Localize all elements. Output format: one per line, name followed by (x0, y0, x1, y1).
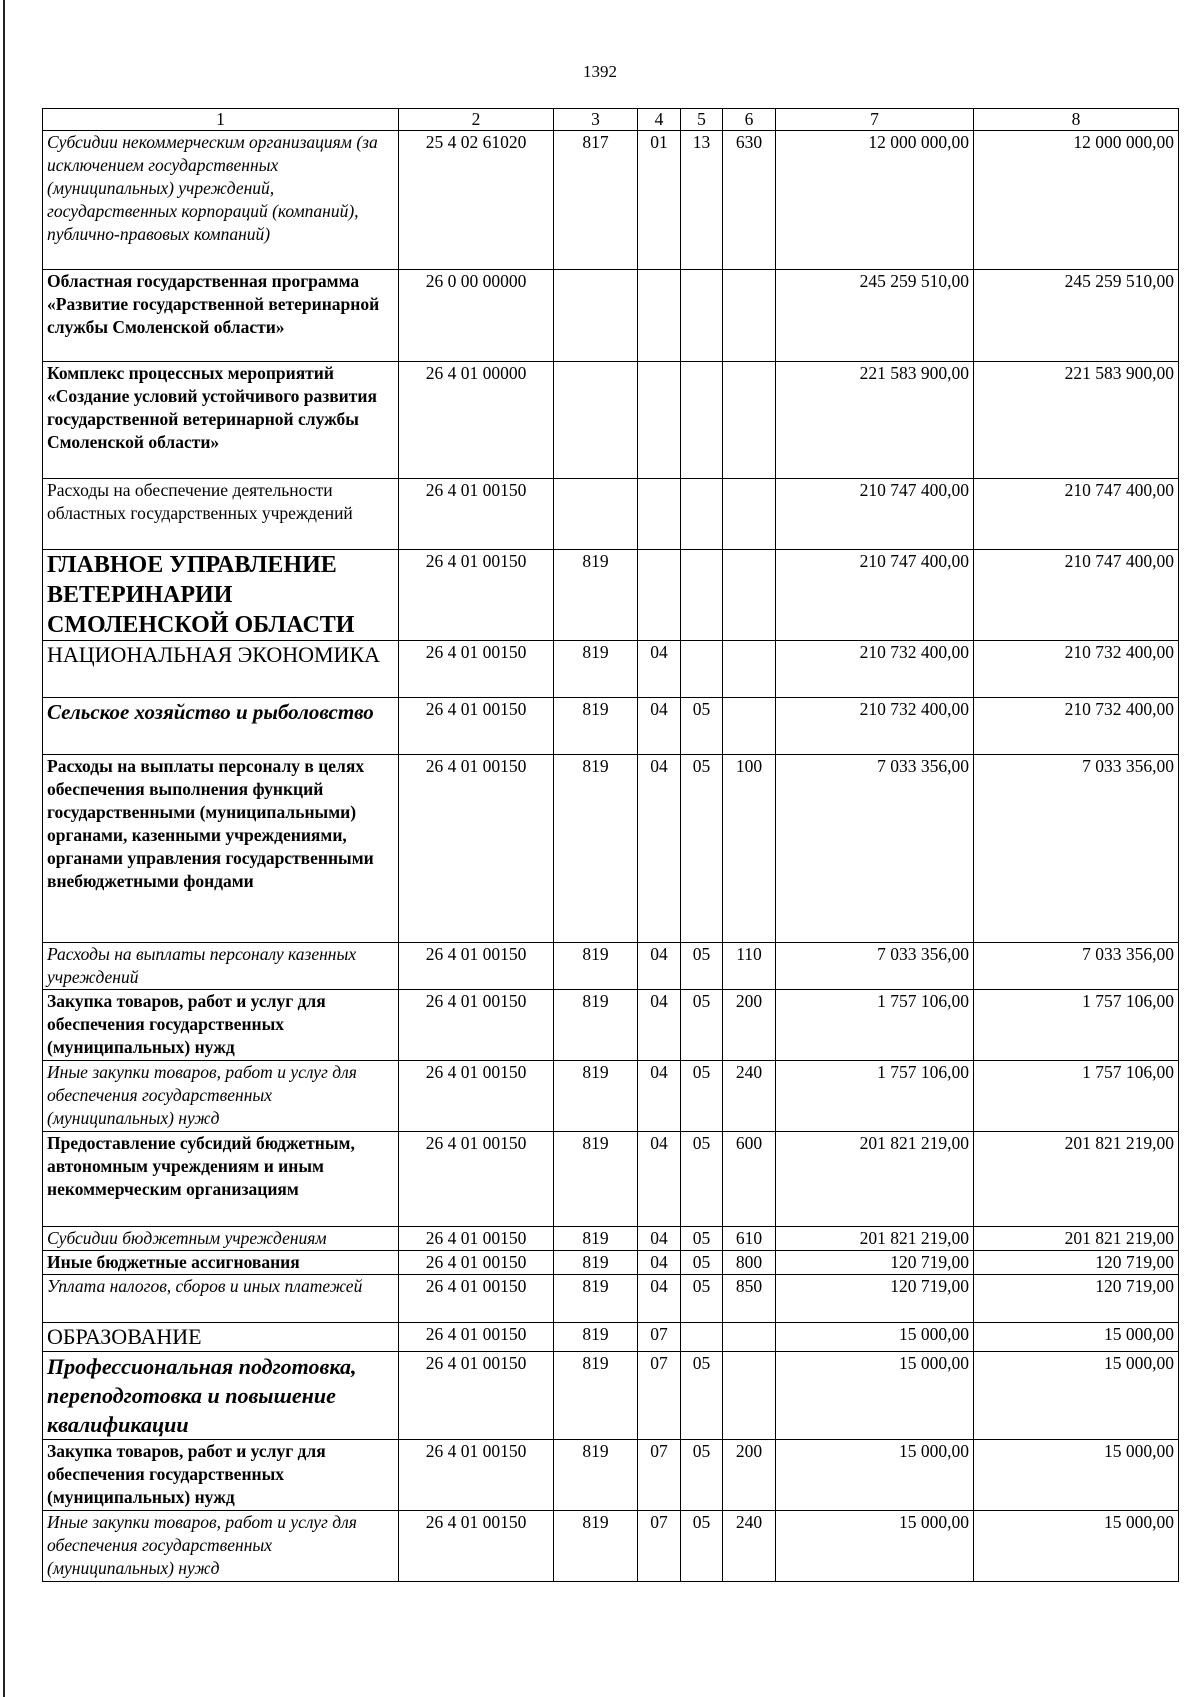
amount-cell: 1 757 106,00 (974, 990, 1179, 1061)
expense-type-cell: 850 (723, 1275, 776, 1323)
target-article-cell: 26 4 01 00150 (399, 1511, 554, 1582)
column-header: 6 (723, 109, 776, 131)
budget-table (42, 108, 1179, 1582)
amount-cell: 201 821 219,00 (974, 1227, 1179, 1251)
expense-type-cell: 240 (723, 1061, 776, 1132)
item-name-cell: ОБРАЗОВАНИЕ (43, 1323, 399, 1352)
amount-cell: 120 719,00 (974, 1275, 1179, 1323)
amount-cell: 210 747 400,00 (776, 479, 974, 550)
item-name-cell: Расходы на выплаты персоналу в целях обеспечения выполнения функций государственными (муниципальными) органами, казенными учреждениями, органами управления государственными внебюджетными фондами (43, 755, 399, 943)
target-article-cell: 26 4 01 00000 (399, 362, 554, 479)
section-cell: 04 (638, 1251, 681, 1275)
table-row (43, 990, 1179, 1061)
item-name-cell: Иные закупки товаров, работ и услуг для обеспечения государственных (муниципальных) нужд (43, 1061, 399, 1132)
amount-cell: 221 583 900,00 (974, 362, 1179, 479)
amount-cell: 120 719,00 (776, 1251, 974, 1275)
item-name-cell: ГЛАВНОЕ УПРАВЛЕНИЕ ВЕТЕРИНАРИИ СМОЛЕНСКОЙ ОБЛАСТИ (43, 550, 399, 641)
target-article-cell: 26 4 01 00150 (399, 550, 554, 641)
expense-type-cell (723, 1352, 776, 1440)
subsection-cell: 05 (681, 1132, 723, 1227)
table-row (43, 1275, 1179, 1323)
item-name-cell: Субсидии некоммерческим организациям (за исключением государственных (муниципальных) учреждений, государственных корпораций (компаний), публично-правовых компаний) (43, 131, 399, 270)
amount-cell: 245 259 510,00 (776, 270, 974, 362)
subsection-cell (681, 270, 723, 362)
amount-cell: 15 000,00 (776, 1352, 974, 1440)
section-cell (638, 362, 681, 479)
amount-cell: 1 757 106,00 (776, 990, 974, 1061)
table-row (43, 1323, 1179, 1352)
table-row (43, 698, 1179, 755)
item-name-cell: Комплекс процессных мероприятий «Создание условий устойчивого развития государственной ветеринарной службы Смоленской области» (43, 362, 399, 479)
amount-cell: 15 000,00 (776, 1511, 974, 1582)
ministry-code-cell: 819 (554, 1511, 638, 1582)
ministry-code-cell: 819 (554, 990, 638, 1061)
amount-cell: 201 821 219,00 (776, 1132, 974, 1227)
item-name-cell: Профессиональная подготовка, переподготовка и повышение квалификации (43, 1352, 399, 1440)
expense-type-cell: 200 (723, 990, 776, 1061)
item-name-cell: Расходы на выплаты персоналу казенных учреждений (43, 943, 399, 990)
column-header: 5 (681, 109, 723, 131)
section-cell: 04 (638, 990, 681, 1061)
subsection-cell: 05 (681, 1352, 723, 1440)
amount-cell: 221 583 900,00 (776, 362, 974, 479)
amount-cell: 210 732 400,00 (974, 641, 1179, 698)
page-left-border (3, 0, 5, 1697)
subsection-cell: 05 (681, 1251, 723, 1275)
subsection-cell (681, 550, 723, 641)
amount-cell: 7 033 356,00 (974, 755, 1179, 943)
section-cell (638, 479, 681, 550)
ministry-code-cell: 819 (554, 641, 638, 698)
expense-type-cell (723, 362, 776, 479)
item-name-cell: Субсидии бюджетным учреждениям (43, 1227, 399, 1251)
subsection-cell: 05 (681, 755, 723, 943)
ministry-code-cell: 819 (554, 1251, 638, 1275)
table-row (43, 1251, 1179, 1275)
table-row (43, 550, 1179, 641)
target-article-cell: 25 4 02 61020 (399, 131, 554, 270)
ministry-code-cell: 819 (554, 1227, 638, 1251)
amount-cell: 15 000,00 (974, 1352, 1179, 1440)
table-row (43, 1061, 1179, 1132)
item-name-cell: Закупка товаров, работ и услуг для обеспечения государственных (муниципальных) нужд (43, 1440, 399, 1511)
column-header: 8 (974, 109, 1179, 131)
table-row (43, 270, 1179, 362)
item-name-cell: Областная государственная программа «Развитие государственной ветеринарной службы Смоленской области» (43, 270, 399, 362)
amount-cell: 210 747 400,00 (974, 550, 1179, 641)
target-article-cell: 26 0 00 00000 (399, 270, 554, 362)
expense-type-cell (723, 698, 776, 755)
ministry-code-cell: 819 (554, 550, 638, 641)
expense-type-cell: 110 (723, 943, 776, 990)
table-row (43, 131, 1179, 270)
amount-cell: 15 000,00 (776, 1323, 974, 1352)
section-cell: 04 (638, 1227, 681, 1251)
amount-cell: 201 821 219,00 (974, 1132, 1179, 1227)
item-name-cell: Иные закупки товаров, работ и услуг для обеспечения государственных (муниципальных) нужд (43, 1511, 399, 1582)
amount-cell: 12 000 000,00 (974, 131, 1179, 270)
section-cell: 01 (638, 131, 681, 270)
target-article-cell: 26 4 01 00150 (399, 1323, 554, 1352)
ministry-code-cell (554, 362, 638, 479)
section-cell: 07 (638, 1511, 681, 1582)
amount-cell: 120 719,00 (974, 1251, 1179, 1275)
section-cell: 07 (638, 1323, 681, 1352)
target-article-cell: 26 4 01 00150 (399, 479, 554, 550)
expense-type-cell (723, 641, 776, 698)
amount-cell: 1 757 106,00 (776, 1061, 974, 1132)
ministry-code-cell: 819 (554, 943, 638, 990)
expense-type-cell: 600 (723, 1132, 776, 1227)
section-cell: 04 (638, 755, 681, 943)
amount-cell: 7 033 356,00 (776, 943, 974, 990)
target-article-cell: 26 4 01 00150 (399, 1227, 554, 1251)
target-article-cell: 26 4 01 00150 (399, 990, 554, 1061)
table-header (43, 109, 1179, 131)
amount-cell: 210 747 400,00 (974, 479, 1179, 550)
expense-type-cell (723, 1323, 776, 1352)
ministry-code-cell: 819 (554, 1352, 638, 1440)
target-article-cell: 26 4 01 00150 (399, 1440, 554, 1511)
amount-cell: 12 000 000,00 (776, 131, 974, 270)
table-row (43, 362, 1179, 479)
section-cell: 07 (638, 1440, 681, 1511)
target-article-cell: 26 4 01 00150 (399, 1132, 554, 1227)
section-cell: 04 (638, 698, 681, 755)
item-name-cell: Расходы на обеспечение деятельности областных государственных учреждений (43, 479, 399, 550)
ministry-code-cell: 819 (554, 698, 638, 755)
ministry-code-cell (554, 270, 638, 362)
expense-type-cell (723, 550, 776, 641)
section-cell: 04 (638, 1061, 681, 1132)
amount-cell: 1 757 106,00 (974, 1061, 1179, 1132)
column-header: 7 (776, 109, 974, 131)
table-row (43, 1511, 1179, 1582)
ministry-code-cell: 819 (554, 755, 638, 943)
target-article-cell: 26 4 01 00150 (399, 698, 554, 755)
subsection-cell: 05 (681, 1061, 723, 1132)
expense-type-cell: 100 (723, 755, 776, 943)
amount-cell: 15 000,00 (776, 1440, 974, 1511)
section-cell: 04 (638, 1132, 681, 1227)
expense-type-cell (723, 479, 776, 550)
amount-cell: 15 000,00 (974, 1440, 1179, 1511)
column-header: 2 (399, 109, 554, 131)
column-header: 3 (554, 109, 638, 131)
table-row (43, 1440, 1179, 1511)
expense-type-cell: 800 (723, 1251, 776, 1275)
subsection-cell: 05 (681, 1511, 723, 1582)
table-row (43, 1227, 1179, 1251)
subsection-cell: 05 (681, 1275, 723, 1323)
item-name-cell: НАЦИОНАЛЬНАЯ ЭКОНОМИКА (43, 641, 399, 698)
page-number: 1392 (583, 62, 617, 81)
expense-type-cell: 630 (723, 131, 776, 270)
ministry-code-cell: 817 (554, 131, 638, 270)
amount-cell: 7 033 356,00 (776, 755, 974, 943)
amount-cell: 210 732 400,00 (776, 641, 974, 698)
target-article-cell: 26 4 01 00150 (399, 1061, 554, 1132)
table-body (43, 131, 1179, 1582)
table-row (43, 755, 1179, 943)
ministry-code-cell (554, 479, 638, 550)
item-name-cell: Закупка товаров, работ и услуг для обеспечения государственных (муниципальных) нужд (43, 990, 399, 1061)
expense-type-cell: 610 (723, 1227, 776, 1251)
section-cell: 04 (638, 641, 681, 698)
amount-cell: 245 259 510,00 (974, 270, 1179, 362)
ministry-code-cell: 819 (554, 1132, 638, 1227)
item-name-cell: Уплата налогов, сборов и иных платежей (43, 1275, 399, 1323)
target-article-cell: 26 4 01 00150 (399, 1275, 554, 1323)
ministry-code-cell: 819 (554, 1061, 638, 1132)
amount-cell: 210 732 400,00 (974, 698, 1179, 755)
amount-cell: 120 719,00 (776, 1275, 974, 1323)
amount-cell: 15 000,00 (974, 1323, 1179, 1352)
subsection-cell (681, 479, 723, 550)
ministry-code-cell: 819 (554, 1323, 638, 1352)
subsection-cell (681, 641, 723, 698)
subsection-cell: 13 (681, 131, 723, 270)
subsection-cell (681, 362, 723, 479)
amount-cell: 210 747 400,00 (776, 550, 974, 641)
table-row (43, 1352, 1179, 1440)
subsection-cell: 05 (681, 698, 723, 755)
table-row (43, 943, 1179, 990)
expense-type-cell (723, 270, 776, 362)
table-row (43, 641, 1179, 698)
subsection-cell (681, 1323, 723, 1352)
section-cell: 04 (638, 943, 681, 990)
section-cell: 07 (638, 1352, 681, 1440)
item-name-cell: Сельское хозяйство и рыболовство (43, 698, 399, 755)
column-header: 4 (638, 109, 681, 131)
item-name-cell: Иные бюджетные ассигнования (43, 1251, 399, 1275)
table-row (43, 1132, 1179, 1227)
section-cell (638, 270, 681, 362)
section-cell (638, 550, 681, 641)
section-cell: 04 (638, 1275, 681, 1323)
column-header: 1 (43, 109, 399, 131)
table-row (43, 479, 1179, 550)
amount-cell: 15 000,00 (974, 1511, 1179, 1582)
target-article-cell: 26 4 01 00150 (399, 1251, 554, 1275)
expense-type-cell: 240 (723, 1511, 776, 1582)
subsection-cell: 05 (681, 943, 723, 990)
target-article-cell: 26 4 01 00150 (399, 943, 554, 990)
target-article-cell: 26 4 01 00150 (399, 755, 554, 943)
subsection-cell: 05 (681, 1440, 723, 1511)
ministry-code-cell: 819 (554, 1275, 638, 1323)
amount-cell: 210 732 400,00 (776, 698, 974, 755)
header-row (43, 109, 1179, 131)
target-article-cell: 26 4 01 00150 (399, 641, 554, 698)
item-name-cell: Предоставление субсидий бюджетным, автономным учреждениям и иным некоммерческим организациям (43, 1132, 399, 1227)
expense-type-cell: 200 (723, 1440, 776, 1511)
amount-cell: 7 033 356,00 (974, 943, 1179, 990)
subsection-cell: 05 (681, 1227, 723, 1251)
amount-cell: 201 821 219,00 (776, 1227, 974, 1251)
ministry-code-cell: 819 (554, 1440, 638, 1511)
subsection-cell: 05 (681, 990, 723, 1061)
target-article-cell: 26 4 01 00150 (399, 1352, 554, 1440)
